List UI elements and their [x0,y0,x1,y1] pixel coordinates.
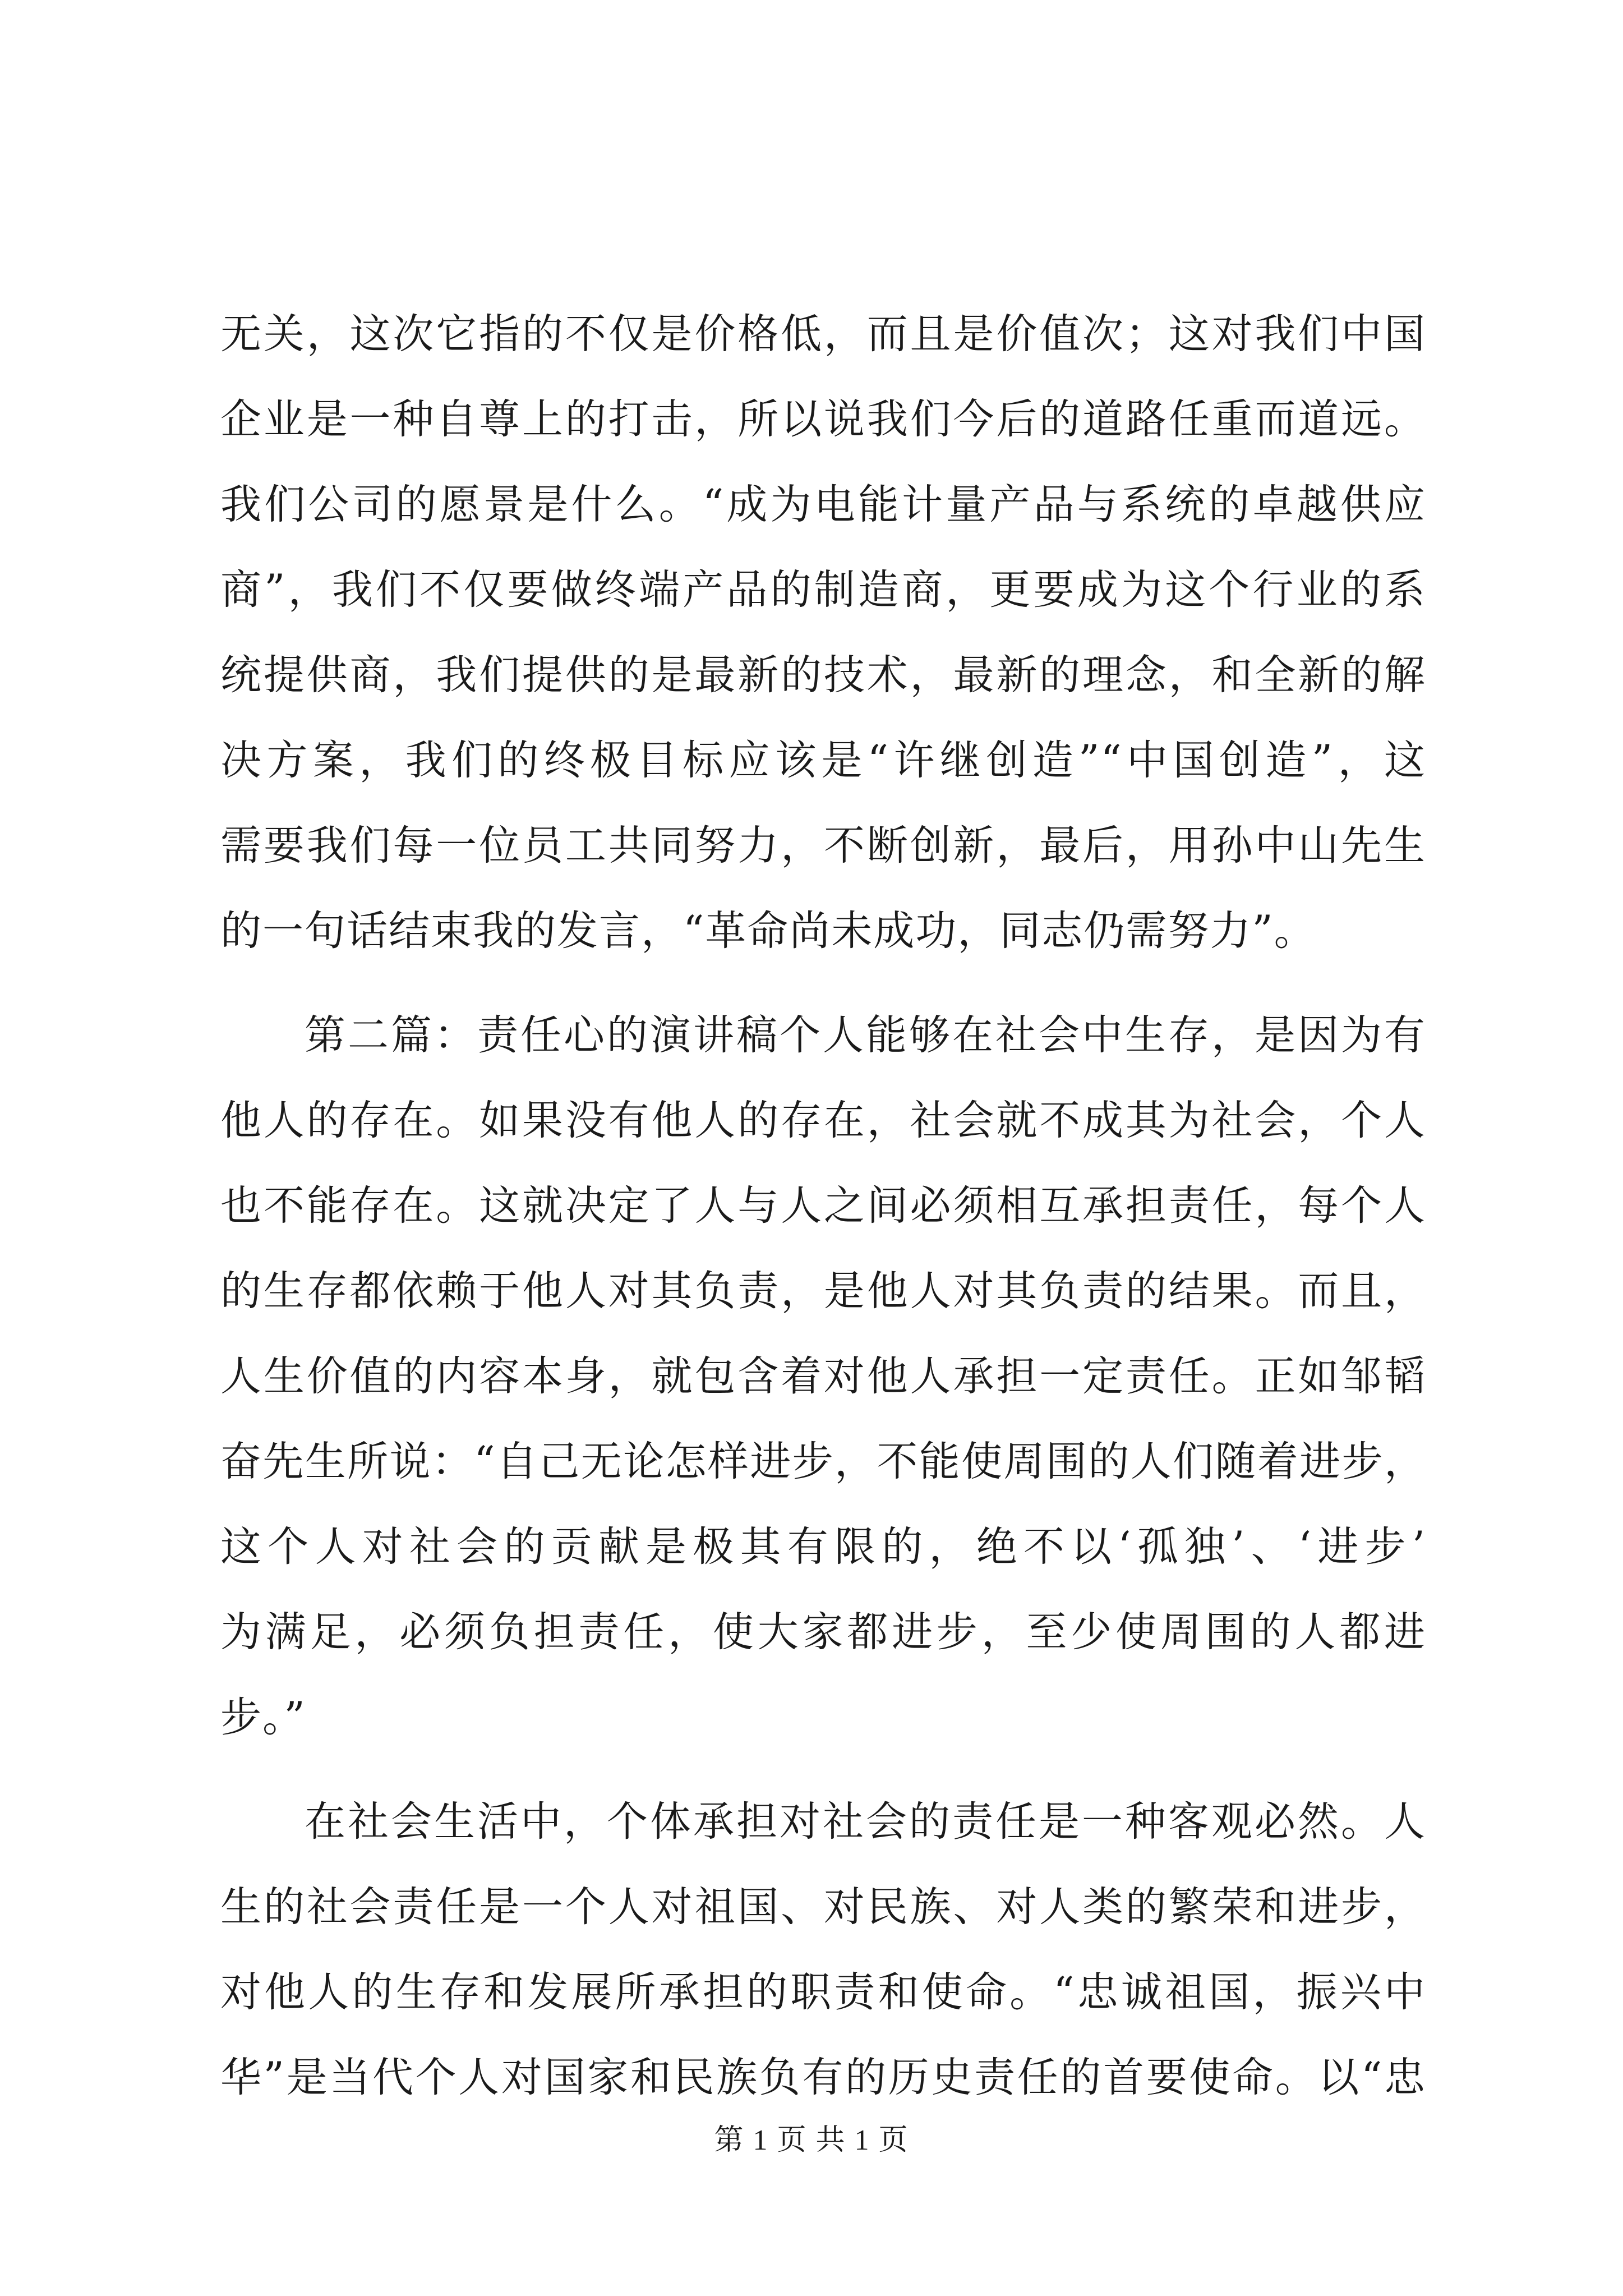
text-line: 的一句话结束我的发言，“革命尚未成功，同志仍需努力”。 [220,907,1316,955]
document-body [220,292,1426,2120]
text-line: 为满足，必须负担责任，使大家都进步，至少使周围的人都进 [220,1608,1426,1656]
text-line: 商”，我们不仅要做终端产品的制造商，更要成为这个行业的系 [220,566,1426,614]
text-line: 企业是一种自尊上的打击，所以说我们今后的道路任重而道远。 [220,395,1426,443]
text-line: 无关，这次它指的不仅是价格低，而且是价值次；这对我们中国 [220,310,1426,358]
text-line: 步。” [220,1694,306,1741]
text-line: 人生价值的内容本身，就包含着对他人承担一定责任。正如邹韬 [220,1352,1426,1400]
text-line: 这个人对社会的贡献是极其有限的，绝不以‘孤独’、‘进步’ [220,1523,1426,1571]
text-line: 他人的存在。如果没有他人的存在，社会就不成其为社会，个人 [220,1097,1426,1144]
text-line: 决方案，我们的终极目标应该是“许继创造”“中国创造”，这 [220,737,1426,784]
text-line: 生的社会责任是一个人对祖国、对民族、对人类的繁荣和进步， [220,1883,1426,1931]
text-line: 统提供商，我们提供的是最新的技术，最新的理念，和全新的解 [220,651,1426,699]
text-line: 也不能存在。这就决定了人与人之间必须相互承担责任，每个人 [220,1182,1426,1230]
text-line: 华”是当代个人对国家和民族负有的历史责任的首要使命。以“忠 [220,2054,1426,2101]
page-footer: 第 1 页 共 1 页 [714,2124,909,2156]
paragraph-start-line: 在社会生活中，个体承担对社会的责任是一种客观必然。人 [305,1798,1426,1846]
paragraph-start-line: 第二篇：责任心的演讲稿个人能够在社会中生存，是因为有 [305,1011,1426,1059]
text-line: 的生存都依赖于他人对其负责，是他人对其负责的结果。而且， [220,1267,1426,1315]
text-line: 对他人的生存和发展所承担的职责和使命。“忠诚祖国，振兴中 [220,1968,1426,2016]
text-line: 我们公司的愿景是什么。“成为电能计量产品与系统的卓越供应 [220,481,1426,528]
text-line: 奋先生所说：“自己无论怎样进步，不能使周围的人们随着进步， [220,1438,1426,1485]
text-line: 需要我们每一位员工共同努力，不断创新，最后，用孙中山先生 [220,822,1426,869]
